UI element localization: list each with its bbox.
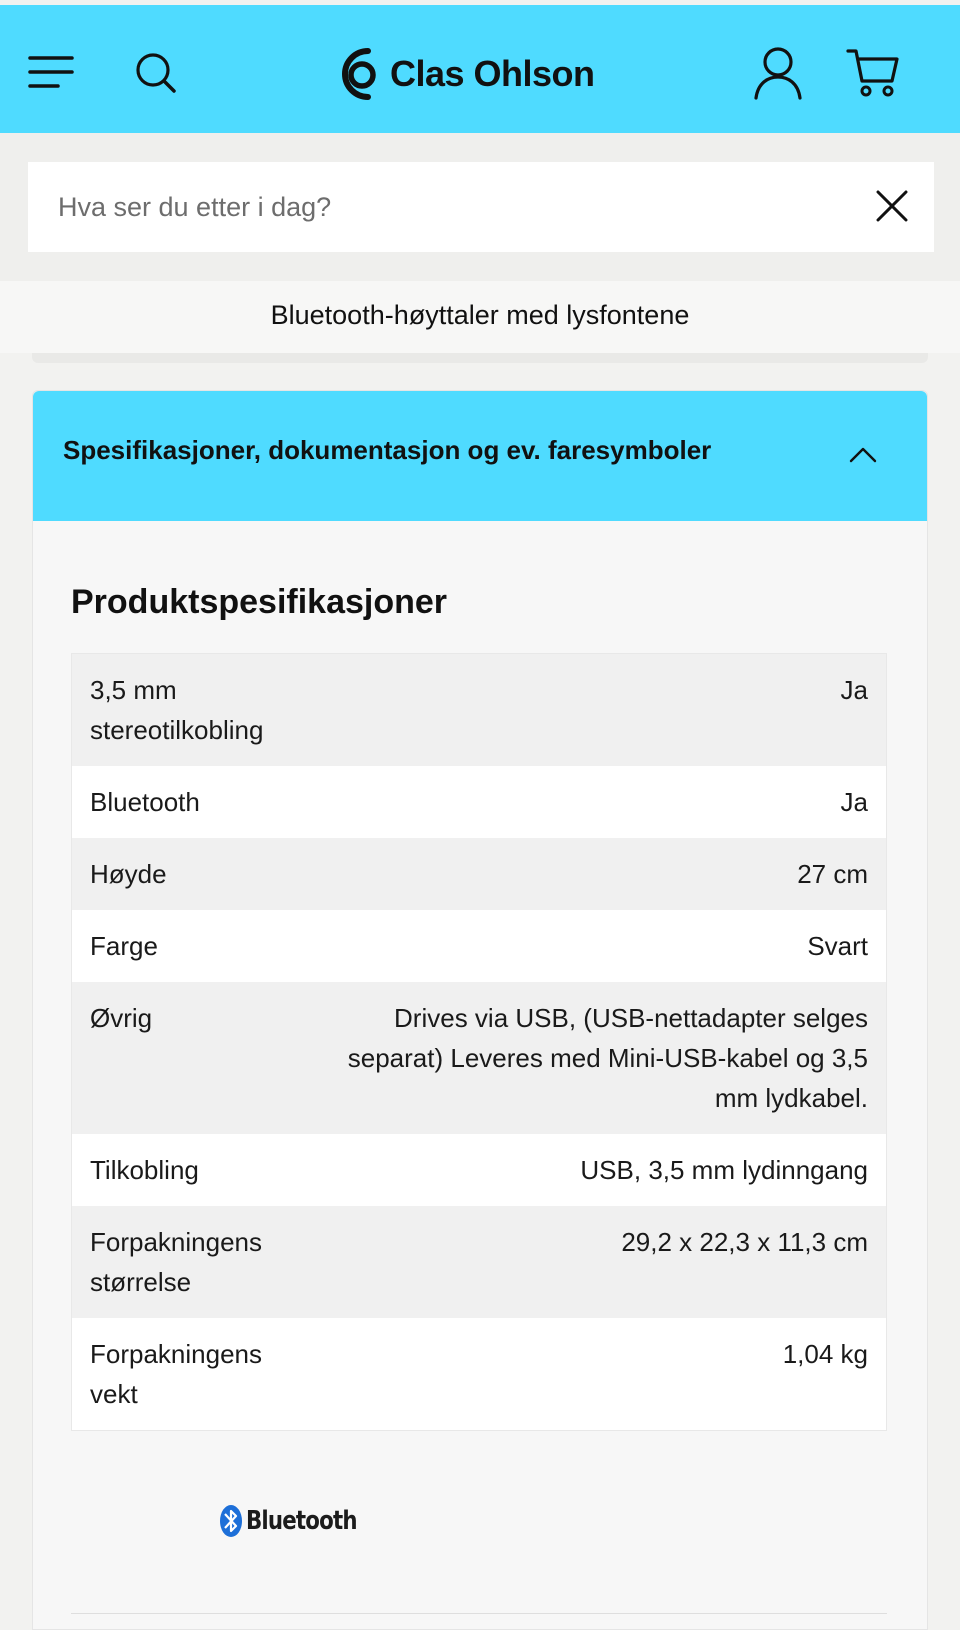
spec-key: Forpakningens størrelse: [90, 1227, 262, 1297]
spec-value: Svart: [807, 931, 868, 961]
table-row: [72, 654, 887, 767]
chevron-up-icon[interactable]: [847, 441, 879, 467]
bluetooth-label: Bluetooth: [246, 1506, 357, 1536]
bluetooth-badge: [219, 1501, 381, 1541]
spec-value: Drives via USB, (USB-nettadapter selges separat) Leveres med Mini-USB-kabel og 3,5 mm lydkabel.: [347, 1003, 868, 1113]
table-row: [72, 1206, 887, 1318]
specs-table: [71, 653, 887, 1431]
spec-value: 29,2 x 22,3 x 11,3 cm: [621, 1227, 868, 1257]
specs-accordion-header[interactable]: [33, 391, 927, 521]
spec-key: Tilkobling: [90, 1155, 199, 1185]
cart-icon: [846, 47, 900, 99]
table-row: [72, 982, 887, 1134]
brand-logo[interactable]: [338, 39, 595, 109]
product-name: Bluetooth-høyttaler med lysfontene: [270, 300, 690, 330]
close-icon: [868, 182, 918, 232]
specs-panel: [32, 390, 928, 1630]
table-row: [72, 838, 887, 910]
spec-key: Bluetooth: [90, 787, 200, 817]
table-row: [72, 766, 887, 838]
product-name-bar: [0, 281, 960, 353]
divider: [71, 1613, 887, 1614]
table-row: [72, 910, 887, 982]
specs-heading: Produktspesifikasjoner: [71, 583, 448, 621]
accordion-title: Spesifikasjoner, dokumentasjon og ev. faresymboler: [63, 435, 712, 465]
cart-button[interactable]: [846, 47, 900, 99]
previous-card-edge: [32, 353, 928, 363]
search-input[interactable]: [58, 184, 838, 230]
search-area: [0, 133, 960, 281]
spec-key: 3,5 mm stereotilkobling: [90, 675, 264, 745]
clear-search-button[interactable]: [868, 182, 918, 232]
spec-key: Farge: [90, 931, 158, 961]
spec-value: 1,04 kg: [782, 1339, 868, 1369]
spec-key: Øvrig: [90, 1003, 153, 1033]
table-row: [72, 1318, 887, 1431]
spec-value: USB, 3,5 mm lydinngang: [580, 1155, 868, 1185]
table-row: [72, 1134, 887, 1206]
account-button[interactable]: [752, 45, 804, 101]
top-header: [0, 5, 960, 133]
spec-value: 27 cm: [797, 859, 868, 889]
spec-key: Høyde: [90, 859, 167, 889]
spec-value: Ja: [840, 675, 868, 705]
bluetooth-icon: [219, 1504, 243, 1538]
search-box: [28, 162, 934, 252]
search-icon: [134, 51, 178, 95]
brand-name: Clas Ohlson: [390, 53, 595, 94]
clas-ohlson-logo-icon: [338, 45, 382, 103]
menu-icon: [28, 55, 76, 89]
menu-button[interactable]: [28, 55, 76, 89]
spec-key: Forpakningens vekt: [90, 1339, 262, 1409]
spec-value: Ja: [840, 787, 868, 817]
user-icon: [752, 45, 804, 101]
search-button[interactable]: [134, 51, 178, 95]
